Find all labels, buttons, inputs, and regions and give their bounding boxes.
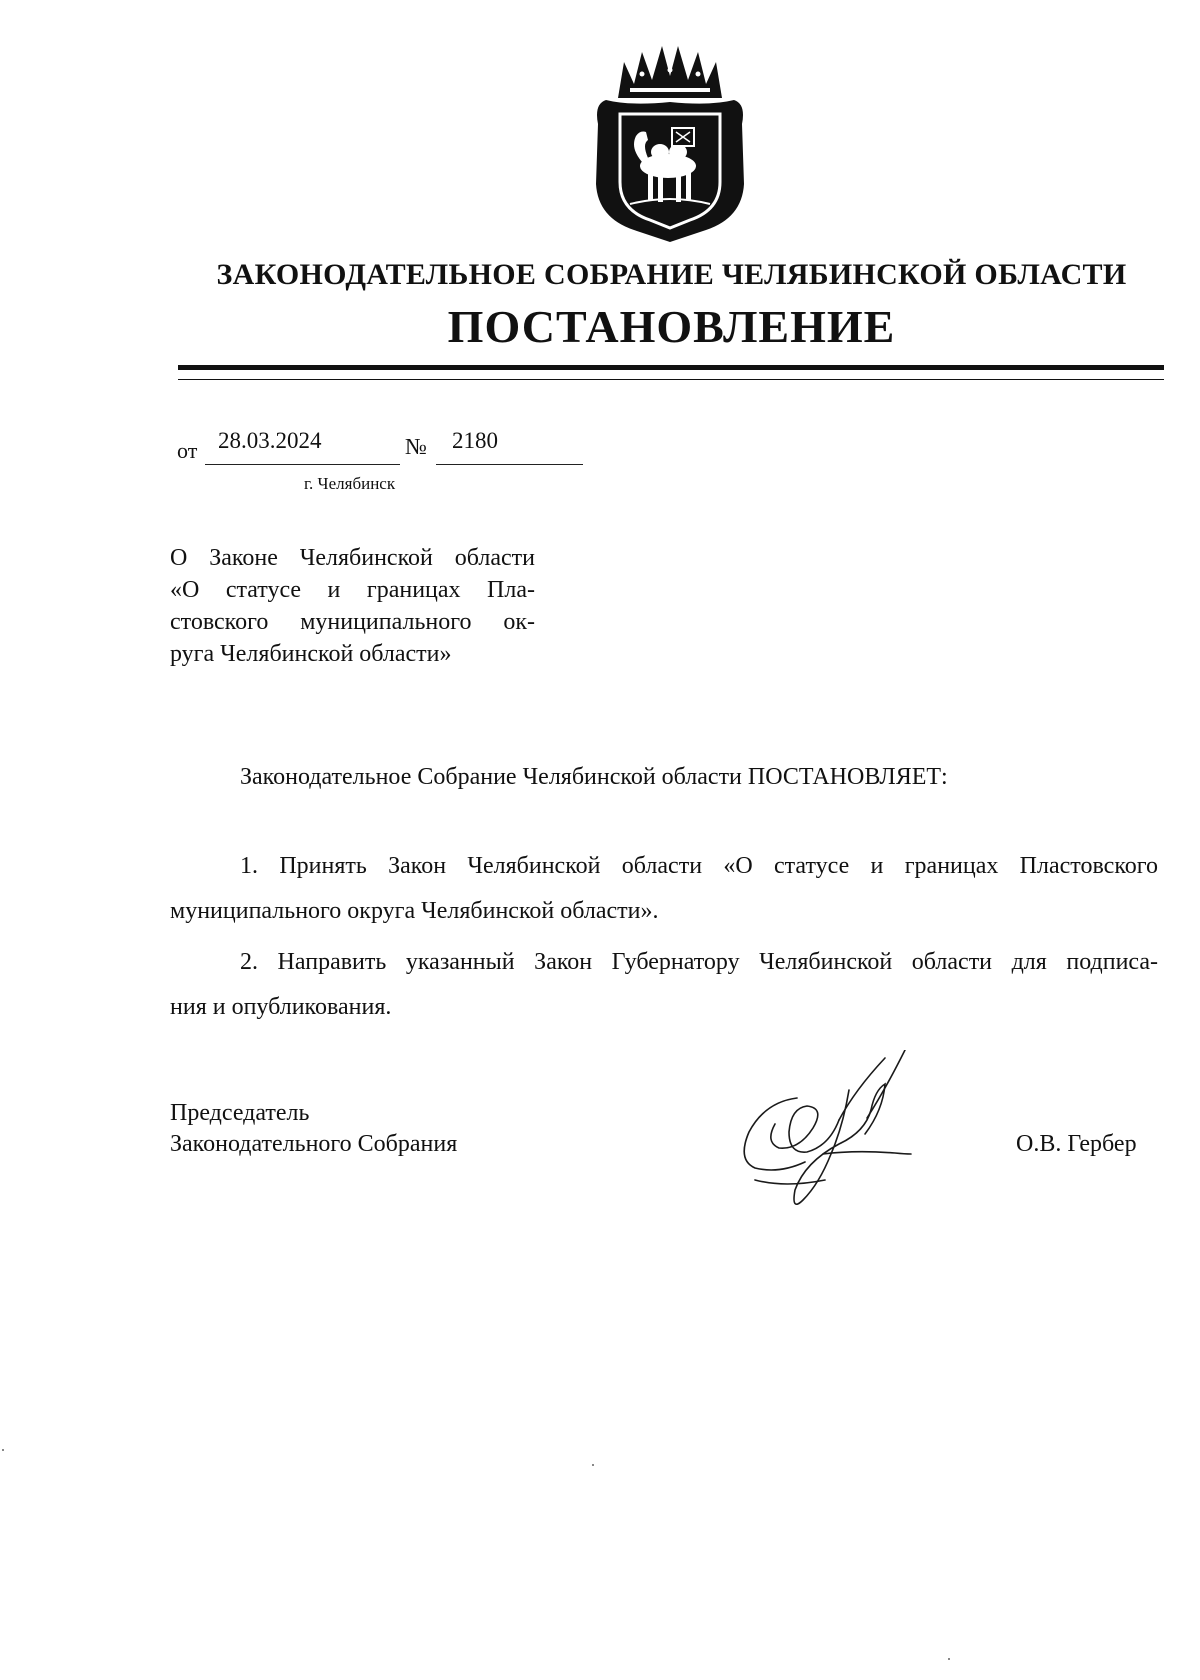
resolution-title: [170, 542, 535, 670]
title-line: руга Челябинской области»: [170, 641, 452, 667]
item-1-line-1: 1. Принять Закон Челябинской области «О статусе и границах Пластовского: [240, 853, 1158, 879]
handwritten-signature-icon: [735, 1050, 965, 1210]
number-underline: [436, 464, 583, 465]
organization-name: ЗАКОНОДАТЕЛЬНОЕ СОБРАНИЕ ЧЕЛЯБИНСКОЙ ОБЛАСТИ: [216, 258, 1127, 291]
scan-speck: [2, 1449, 4, 1451]
city: г. Челябинск: [304, 474, 396, 493]
date-underline: [205, 464, 400, 465]
signer-position-line-1: Председатель: [170, 1100, 310, 1126]
title-line: О Законе Челябинской области: [170, 545, 535, 571]
chelyabinsk-coat-of-arms-icon: [590, 44, 750, 244]
document-type: ПОСТАНОВЛЕНИЕ: [447, 301, 896, 352]
header-divider-thick: [178, 365, 1164, 370]
header-divider-thin: [178, 379, 1164, 380]
item-1-line-2: муниципального округа Челябинской области».: [170, 898, 659, 924]
preamble: Законодательное Собрание Челябинской области ПОСТАНОВЛЯЕТ:: [240, 764, 948, 790]
item-2-line-1: 2. Направить указанный Закон Губернатору Челябинской области для подписа-: [240, 949, 1158, 975]
signer-position-line-2: Законодательного Собрания: [170, 1131, 458, 1157]
number-prefix: №: [405, 434, 427, 459]
title-line: «О статусе и границах Пла-: [170, 577, 535, 603]
document-date: 28.03.2024: [218, 428, 322, 453]
item-2-line-2: ния и опубликования.: [170, 994, 392, 1020]
scan-speck: [592, 1464, 594, 1466]
scan-speck: [948, 1658, 950, 1660]
signer-name: О.В. Гербер: [1016, 1131, 1137, 1157]
date-prefix: от: [177, 438, 198, 463]
title-line: стовского муниципального ок-: [170, 609, 535, 635]
document-number: 2180: [452, 428, 498, 453]
